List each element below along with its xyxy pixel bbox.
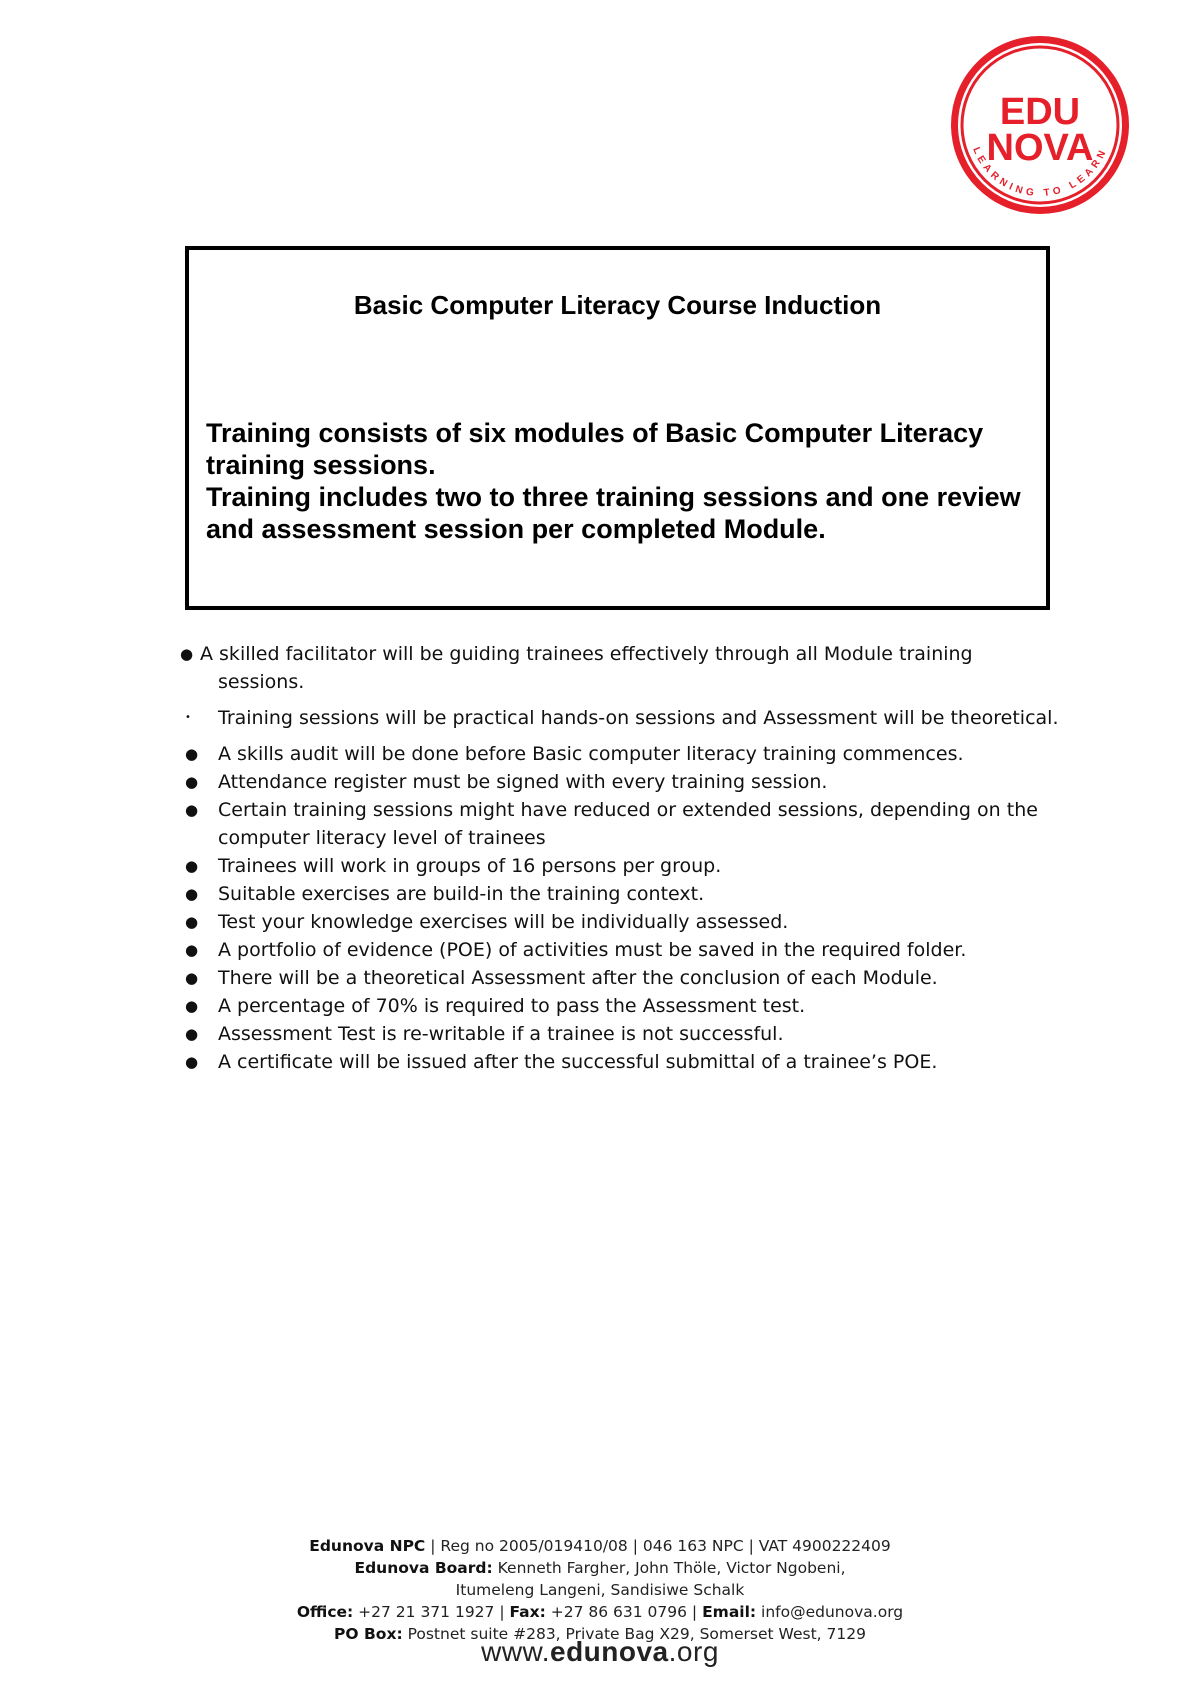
footer-pobox-line: PO Box: Postnet suite #283, Private Bag X29, Somerset West, 7129 [334, 1625, 866, 1643]
bullet-icon: ● [185, 941, 199, 959]
bullet-icon: ● [185, 1025, 199, 1043]
bullet-icon: ● [185, 913, 199, 931]
list-item: • Training sessions will be practical hands-on sessions and Assessment will be theoretical. [180, 704, 1080, 732]
induction-rules-list [180, 640, 1080, 1076]
logo-tagline: LEARNING TO LEARN [970, 145, 1110, 200]
bullet-icon: ● [185, 969, 199, 987]
footer-board-line: Edunova Board: Kenneth Fargher, John Thöle, Victor Ngobeni, [354, 1559, 846, 1577]
bullet-icon: ● [185, 1053, 199, 1071]
footer-contact-line: Office: +27 21 371 1927 | Fax: +27 86 631 0796 | Email: info@edunova.org [296, 1603, 904, 1621]
list-item: ● A certificate will be issued after the successful submittal of a trainee’s POE. [180, 1048, 1080, 1076]
intro-text [206, 417, 1026, 545]
bullet-icon: ● [185, 857, 199, 875]
bullet-icon: ● [185, 745, 199, 763]
list-item: ● There will be a theoretical Assessment after the conclusion of each Module. [180, 964, 1080, 992]
list-item: ● Trainees will work in groups of 16 persons per group. [180, 852, 1080, 880]
bullet-icon: ● [185, 801, 199, 819]
course-title: Basic Computer Literacy Course Induction [353, 290, 882, 320]
footer [150, 1535, 1050, 1645]
footer-board-line-2: Itumeleng Langeni, Sandisiwe Schalk [455, 1581, 745, 1599]
list-item: ● A portfolio of evidence (POE) of activities must be saved in the required folder. [180, 936, 1080, 964]
list-item: ● A skills audit will be done before Basic computer literacy training commences. [180, 740, 1080, 768]
website-link[interactable]: www.edunova.org [481, 1636, 719, 1667]
list-item: ● A percentage of 70% is required to pass the Assessment test. [180, 992, 1080, 1020]
logo-line2: NOVA [986, 127, 1094, 169]
footer-org-line: Edunova NPC | Reg no 2005/019410/08 | 046 163 NPC | VAT 4900222409 [309, 1537, 891, 1555]
list-item: ● Attendance register must be signed with every training session. [180, 768, 1080, 796]
bullet-icon: ● [185, 885, 199, 903]
list-item: ● Suitable exercises are build-in the training context. [180, 880, 1080, 908]
list-item: ● Assessment Test is re-writable if a trainee is not successful. [180, 1020, 1080, 1048]
bullet-icon: ● [180, 645, 194, 663]
intro-paragraph-1: Training consists of six modules of Basic Computer Literacy training sessions. [206, 418, 984, 480]
list-item: ● Test your knowledge exercises will be individually assessed. [180, 908, 1080, 936]
bullet-icon: ● [185, 997, 199, 1015]
list-item: ● A skilled facilitator will be guiding trainees effectively through all Module training sessions. [180, 640, 1080, 696]
bullet-icon: • [185, 712, 191, 723]
bullet-icon: ● [185, 773, 199, 791]
induction-box [185, 246, 1050, 610]
intro-paragraph-2: Training includes two to three training sessions and one review and assessment session per completed Module. [206, 482, 1021, 544]
list-item: ● Certain training sessions might have reduced or extended sessions, depending on the computer literacy level of trainees [180, 796, 1080, 852]
email-link[interactable]: info@edunova.org [756, 1603, 904, 1621]
logo-line1: EDU [999, 91, 1081, 133]
edunova-logo [947, 32, 1133, 218]
